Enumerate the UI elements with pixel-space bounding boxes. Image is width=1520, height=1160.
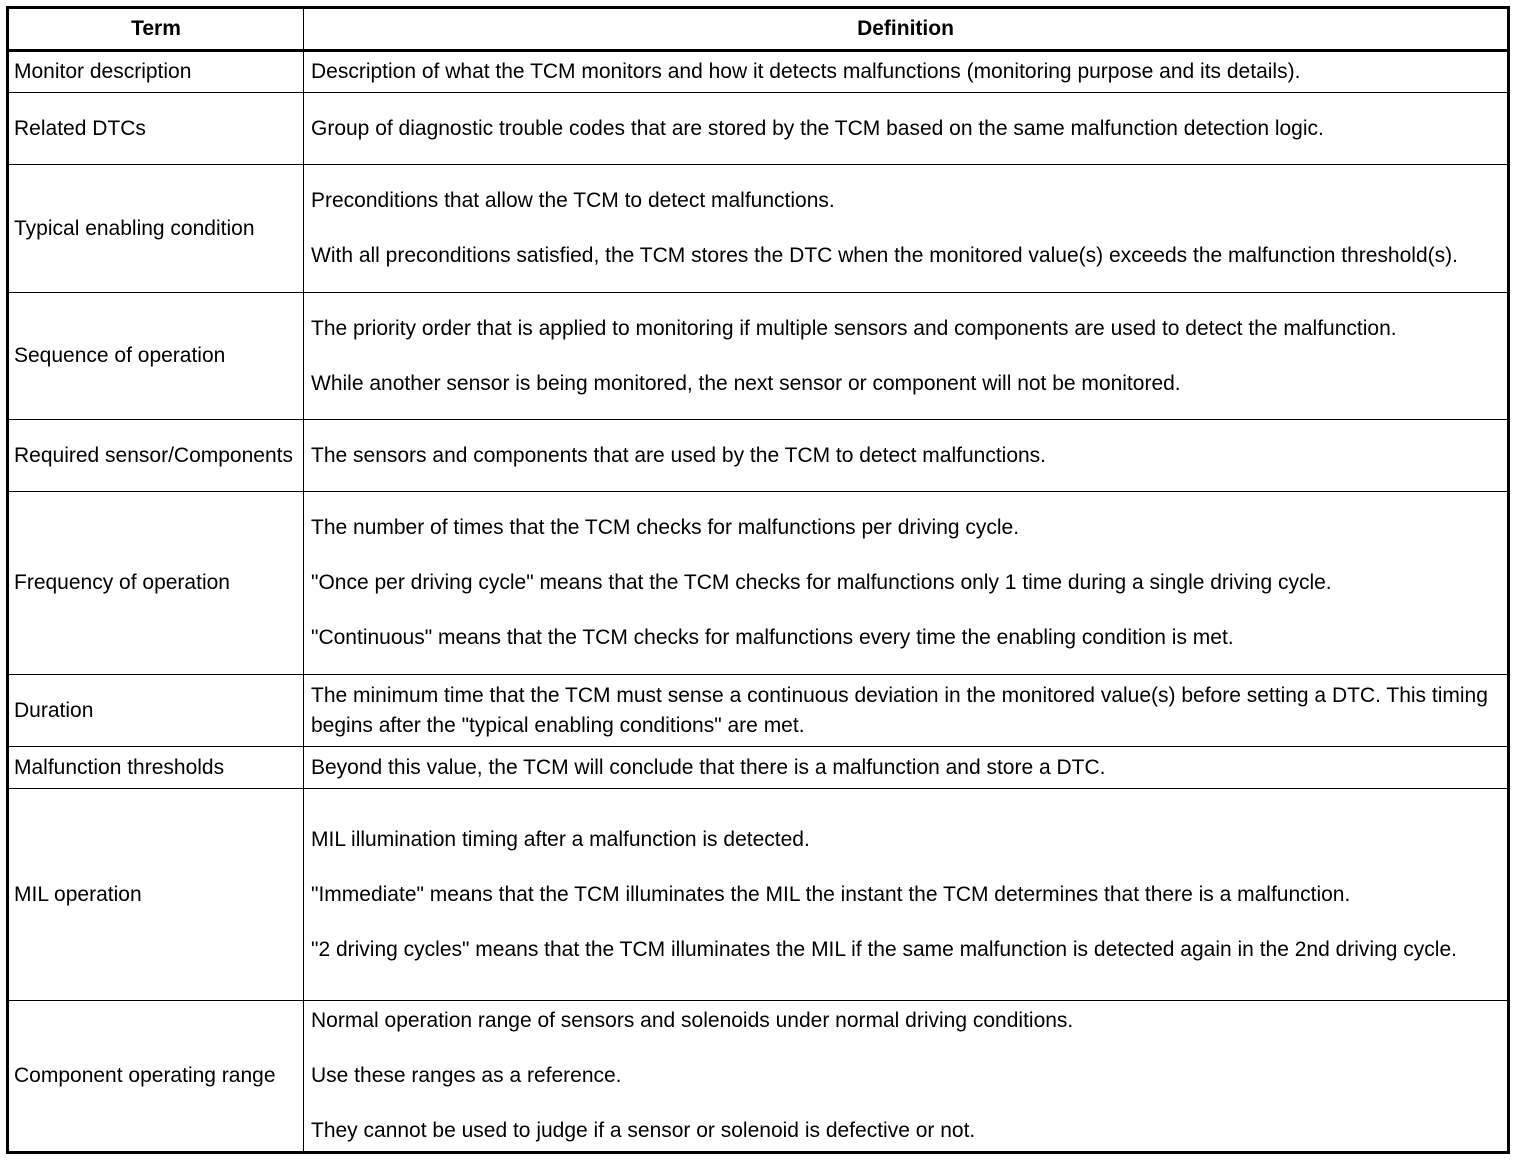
- term-cell: Frequency of operation: [8, 492, 304, 675]
- definition-paragraph: The minimum time that the TCM must sense a continuous deviation in the monitored value(s) before setting a DTC. This timing begins after the "typical enabling conditions" are met.: [311, 683, 1488, 737]
- definition-cell: [304, 675, 1509, 747]
- definition-paragraph: Group of diagnostic trouble codes that are stored by the TCM based on the same malfunction detection logic.: [311, 116, 1324, 140]
- table-row: [8, 293, 1509, 420]
- table-row: [8, 1001, 1509, 1153]
- definition-paragraph: While another sensor is being monitored, the next sensor or component will not be monitored.: [311, 371, 1181, 395]
- header-row: [8, 8, 1509, 51]
- table-row: [8, 789, 1509, 1001]
- definition-cell: [304, 420, 1509, 492]
- header-definition: Definition: [304, 8, 1509, 51]
- definition-cell: [304, 93, 1509, 165]
- definition-paragraph: Description of what the TCM monitors and how it detects malfunctions (monitoring purpose and its details).: [311, 60, 1301, 83]
- term-cell: MIL operation: [8, 789, 304, 1001]
- definition-paragraph: "Once per driving cycle" means that the TCM checks for malfunctions only 1 time during a single driving cycle.: [311, 571, 1332, 594]
- term-cell: Related DTCs: [8, 93, 304, 165]
- definition-cell: [304, 747, 1509, 789]
- definition-paragraph: The number of times that the TCM checks for malfunctions per driving cycle.: [311, 516, 1020, 539]
- table-row: [8, 93, 1509, 165]
- definition-cell: [304, 789, 1509, 1001]
- definition-cell: [304, 1001, 1509, 1153]
- definition-paragraph: Normal operation range of sensors and solenoids under normal driving conditions.: [311, 1009, 1074, 1032]
- definition-cell: [304, 293, 1509, 420]
- term-cell: Required sensor/Components: [8, 420, 304, 492]
- definition-cell: [304, 51, 1509, 93]
- term-cell: Sequence of operation: [8, 293, 304, 420]
- table-row: [8, 165, 1509, 293]
- definition-paragraph: "Continuous" means that the TCM checks for malfunctions every time the enabling condition is met.: [311, 626, 1234, 649]
- header-term: Term: [8, 8, 304, 51]
- definition-paragraph: MIL illumination timing after a malfunction is detected.: [311, 827, 810, 851]
- table-row: [8, 51, 1509, 93]
- definition-paragraph: The priority order that is applied to monitoring if multiple sensors and components are used to detect the malfunction.: [311, 316, 1397, 340]
- definition-paragraph: The sensors and components that are used by the TCM to detect malfunctions.: [311, 443, 1047, 467]
- term-cell: Duration: [8, 675, 304, 747]
- definition-paragraph: Preconditions that allow the TCM to detect malfunctions.: [311, 189, 835, 212]
- definition-paragraph: With all preconditions satisfied, the TCM stores the DTC when the monitored value(s) exceeds the malfunction threshold(s).: [311, 244, 1458, 267]
- definition-cell: [304, 492, 1509, 675]
- term-definition-table: [6, 6, 1510, 1154]
- term-cell: Monitor description: [8, 51, 304, 93]
- term-cell: Typical enabling condition: [8, 165, 304, 293]
- table-row: [8, 747, 1509, 789]
- table-row: [8, 675, 1509, 747]
- table-row: [8, 420, 1509, 492]
- term-cell: Component operating range: [8, 1001, 304, 1153]
- table-row: [8, 492, 1509, 675]
- definition-paragraph: Use these ranges as a reference.: [311, 1064, 622, 1087]
- definition-paragraph: They cannot be used to judge if a sensor or solenoid is defective or not.: [311, 1119, 976, 1142]
- term-cell: Malfunction thresholds: [8, 747, 304, 789]
- definition-paragraph: "Immediate" means that the TCM illuminates the MIL the instant the TCM determines that there is a malfunction.: [311, 882, 1351, 906]
- definition-cell: [304, 165, 1509, 293]
- definition-paragraph: Beyond this value, the TCM will conclude that there is a malfunction and store a DTC.: [311, 755, 1106, 779]
- definition-paragraph: "2 driving cycles" means that the TCM illuminates the MIL if the same malfunction is detected again in the 2nd driving cycle.: [311, 937, 1457, 961]
